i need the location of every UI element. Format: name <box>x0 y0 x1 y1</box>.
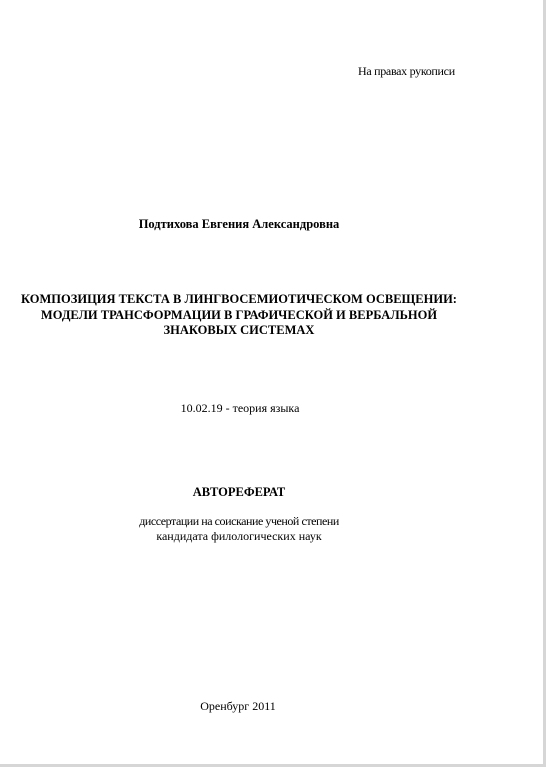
dissertation-title <box>0 292 478 339</box>
author-name: Подтихова Евгения Александровна <box>138 217 340 231</box>
city-year: Оренбург 2011 <box>200 699 276 713</box>
title-line: МОДЕЛИ ТРАНСФОРМАЦИИ В ГРАФИЧЕСКОЙ И ВЕРБАЛЬНОЙ <box>40 307 438 322</box>
purpose-line: кандидата филологических наук <box>156 529 322 543</box>
specialty-code: 10.02.19 - теория языка <box>180 401 300 415</box>
degree-purpose <box>0 514 478 544</box>
purpose-line: диссертации на соискание ученой степени <box>139 514 339 528</box>
title-line: ЗНАКОВЫХ СИСТЕМАХ <box>163 323 315 337</box>
document-type: АВТОРЕФЕРАТ <box>192 485 286 499</box>
title-line: КОМПОЗИЦИЯ ТЕКСТА В ЛИНГВОСЕМИОТИЧЕСКОМ ОСВЕЩЕНИИ: <box>21 292 457 306</box>
rights-notice: На правах рукописи <box>358 64 455 78</box>
